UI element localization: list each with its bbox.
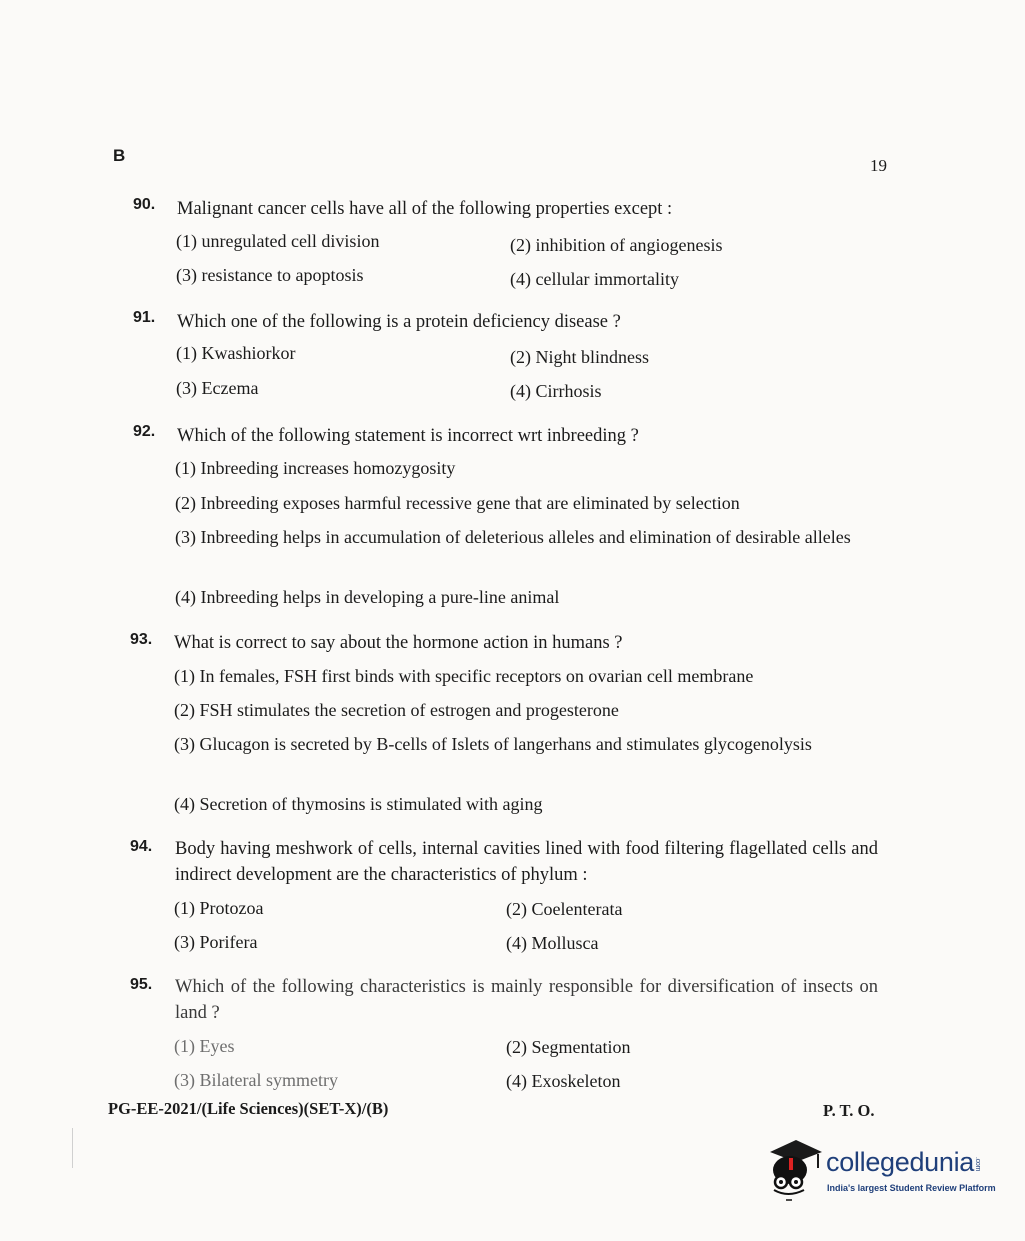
option: (3) Eczema [176, 378, 259, 398]
option: (1) Inbreeding increases homozygosity [175, 458, 456, 478]
option: (1) In females, FSH first binds with specific receptors on ovarian cell membrane [174, 666, 754, 686]
logo-name: collegedunia [826, 1147, 975, 1177]
option: (2) Night blindness [510, 347, 649, 367]
pto-label: P. T. O. [823, 1101, 875, 1120]
question-number: 94. [130, 838, 153, 855]
option: (4) Cirrhosis [510, 381, 602, 401]
page-number: 19 [870, 156, 887, 175]
collegedunia-mascot-icon [766, 1134, 824, 1202]
option: (4) Secretion of thymosins is stimulated with aging [174, 794, 543, 814]
question-text: Malignant cancer cells have all of the following properties except : [177, 199, 673, 219]
option-text: (3) Glucagon is secreted by B-cells of Islets of langerhans and stimulates glycogenolysis [174, 734, 812, 754]
question-number: 90. [133, 196, 156, 213]
option: (2) Coelenterata [506, 899, 623, 919]
question-number: 93. [130, 631, 153, 648]
option-text: (3) Inbreeding helps in accumulation of deleterious alleles and elimination of desirable alleles [175, 527, 851, 547]
set-letter: B [113, 146, 126, 165]
question-text: Body having meshwork of cells, internal cavities lined with food filtering flagellated cells and indirect development are the characteristics of phylum : [175, 839, 878, 885]
option: (4) Mollusca [506, 933, 599, 953]
option: (4) Exoskeleton [506, 1071, 621, 1091]
question-text: What is correct to say about the hormone action in humans ? [174, 633, 623, 653]
exam-code: PG-EE-2021/(Life Sciences)(SET-X)/(B) [108, 1099, 389, 1118]
option-wrapped [174, 732, 880, 757]
question-number: 91. [133, 309, 156, 326]
logo-suffix: .com [974, 1156, 982, 1171]
option: (1) Protozoa [174, 898, 264, 918]
scan-edge-line [72, 1128, 73, 1168]
question-text: Which of the following characteristics is mainly responsible for diversification of insects on land ? [175, 977, 878, 1023]
option: (2) Inbreeding exposes harmful recessive gene that are eliminated by selection [175, 493, 740, 513]
option: (2) Segmentation [506, 1037, 631, 1057]
logo-tagline: India's largest Student Review Platform [827, 1183, 996, 1193]
collegedunia-logo-text [826, 1147, 981, 1178]
option-wrapped [175, 525, 881, 550]
option: (4) Inbreeding helps in developing a pure-line animal [175, 587, 560, 607]
question-text: Which of the following statement is incorrect wrt inbreeding ? [177, 426, 639, 446]
option: (3) Bilateral symmetry [174, 1070, 338, 1090]
option: (1) unregulated cell division [176, 231, 380, 251]
question-number: 95. [130, 976, 153, 993]
option: (2) inhibition of angiogenesis [510, 235, 723, 255]
option: (1) Kwashiorkor [176, 343, 296, 363]
option: (4) cellular immortality [510, 269, 679, 289]
option: (3) Porifera [174, 932, 258, 952]
question-number: 92. [133, 423, 156, 440]
question-text: Which one of the following is a protein deficiency disease ? [177, 312, 621, 332]
option: (1) Eyes [174, 1036, 235, 1056]
option: (2) FSH stimulates the secretion of estrogen and progesterone [174, 700, 619, 720]
option: (3) resistance to apoptosis [176, 265, 364, 285]
